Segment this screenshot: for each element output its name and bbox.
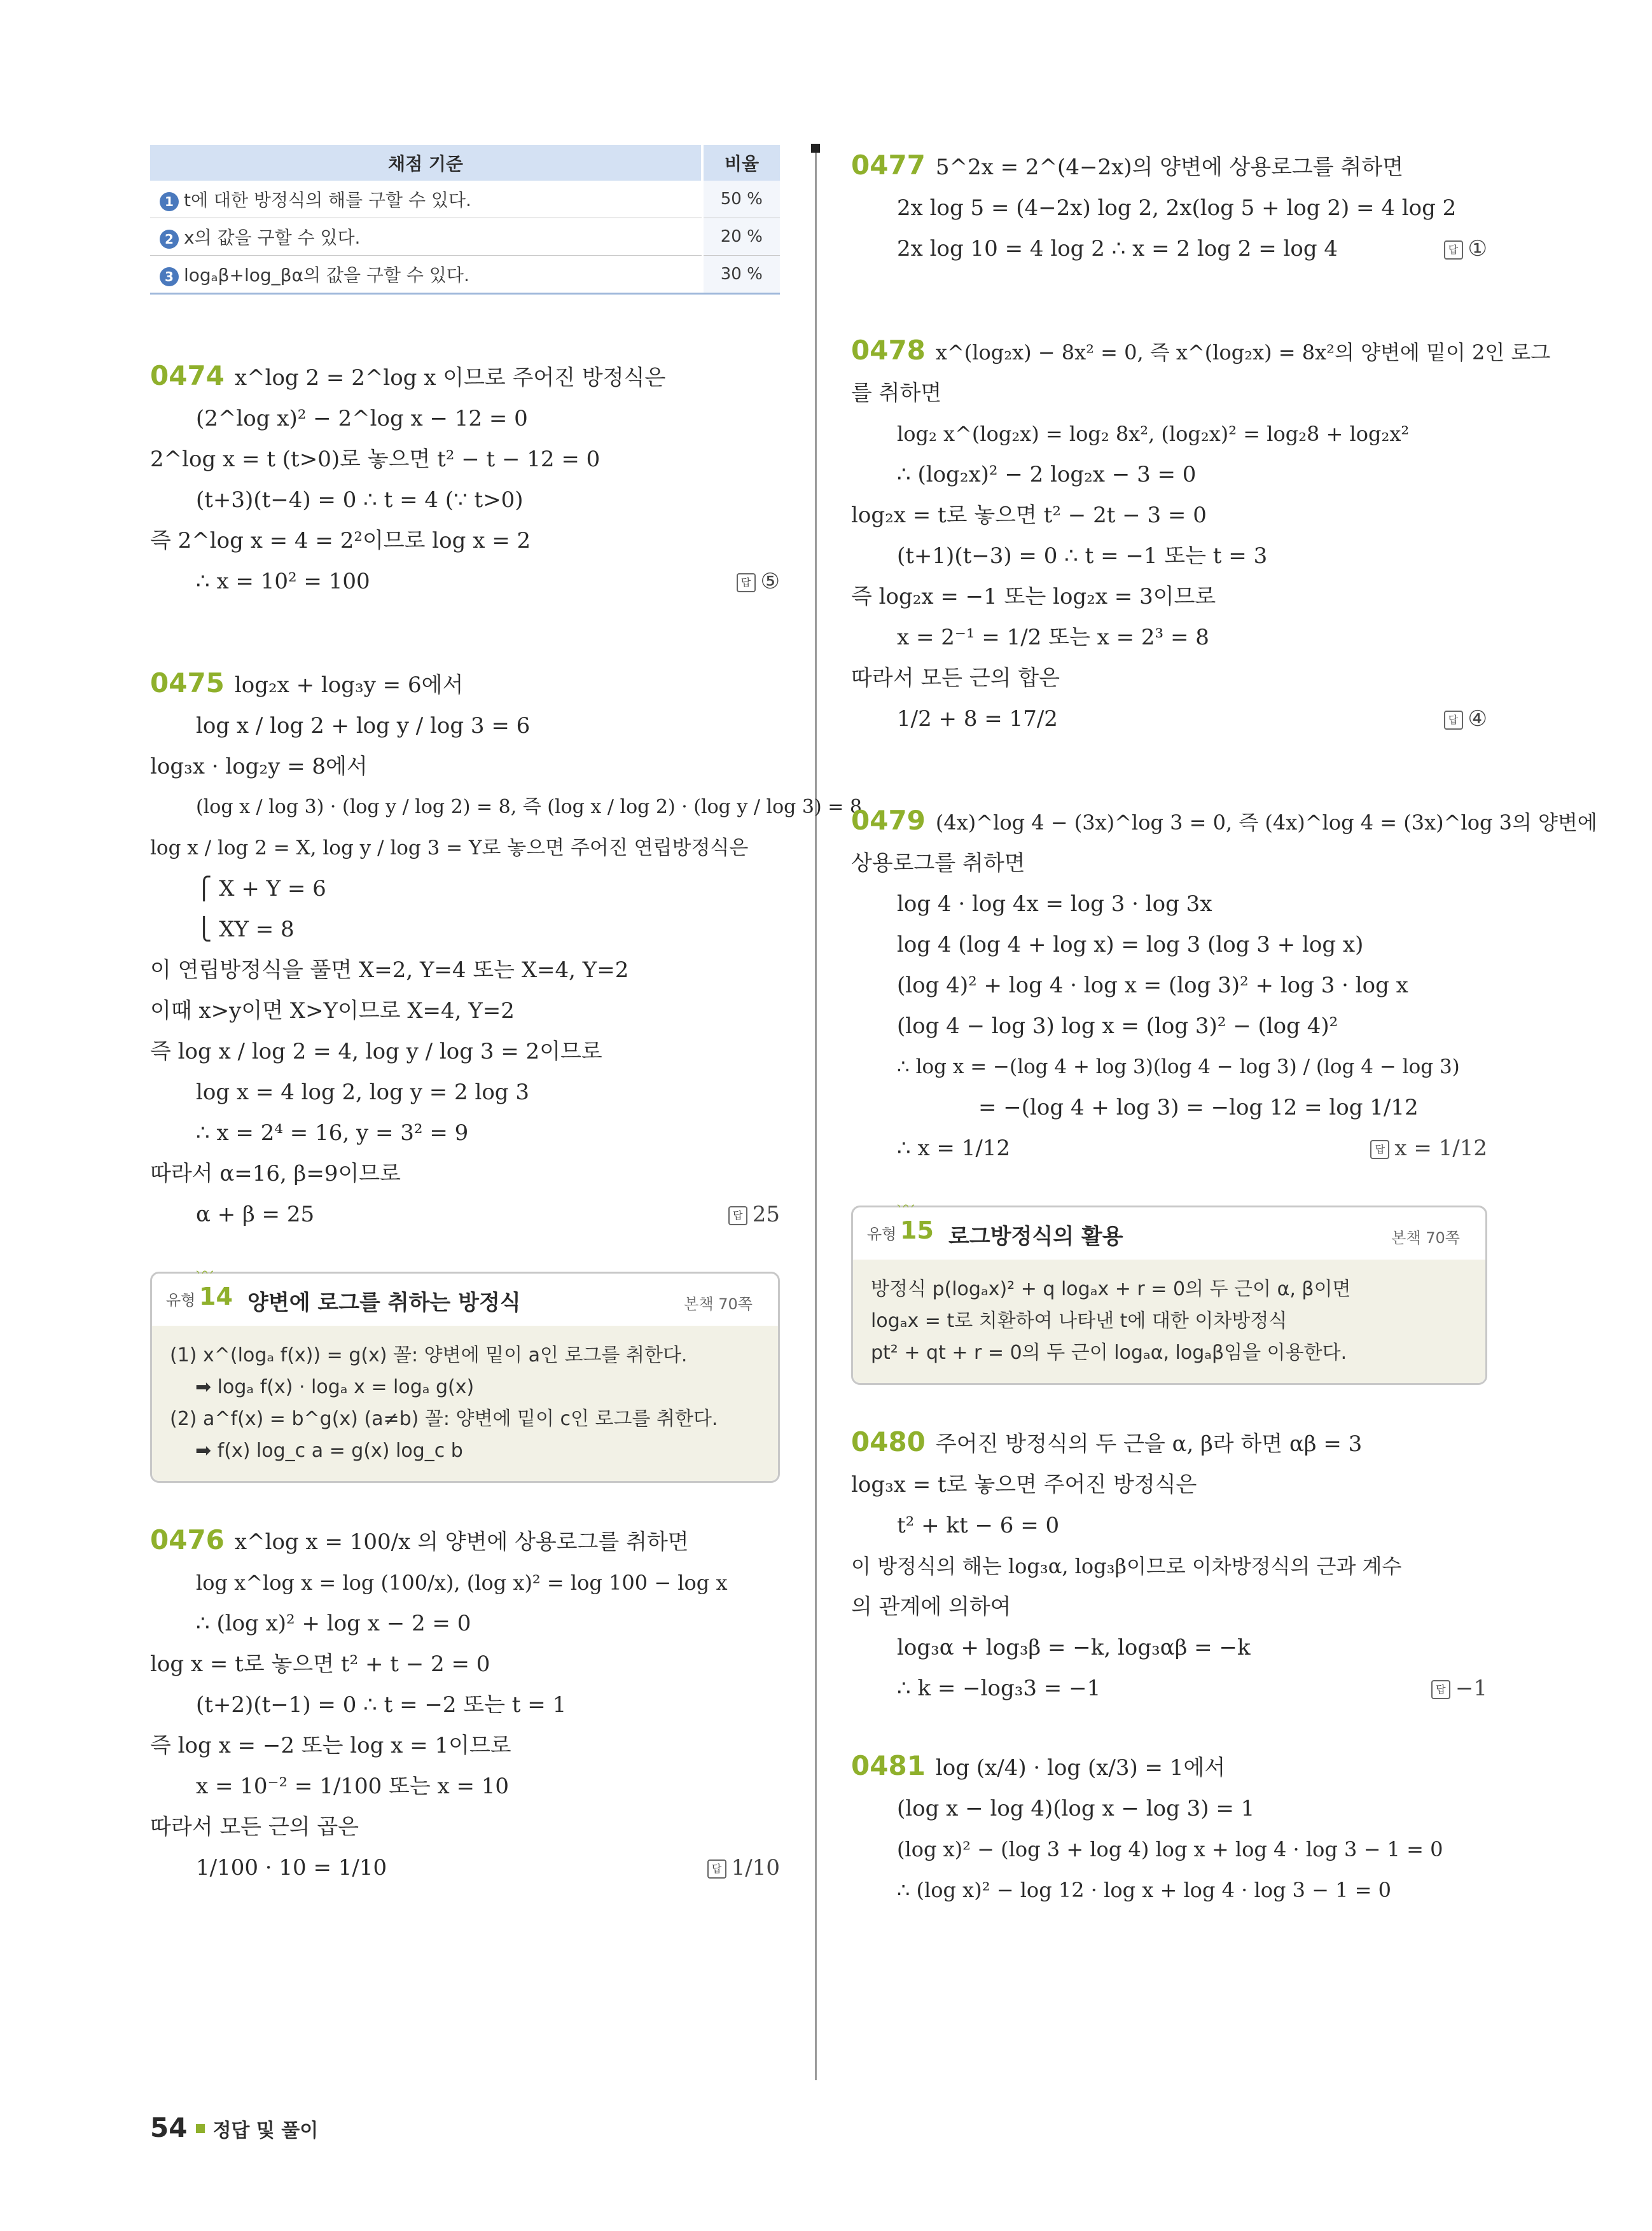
solution-line: (t+1)(t−3) = 0 ∴ t = −1 또는 t = 3	[897, 543, 1268, 569]
solution-line: 이 방정식의 해는 log₃α, log₃β이므로 이차방정식의 근과 계수	[851, 1554, 1402, 1578]
problem-number: 0479	[851, 805, 926, 836]
solution-line: log x = 4 log 2, log y = 2 log 3	[196, 1080, 530, 1105]
type-line: ➡ logₐ f(x) · logₐ x = logₐ g(x)	[195, 1376, 475, 1398]
type-15-header	[853, 1207, 1485, 1260]
solution-line: log₃α + log₃β = −k, log₃αβ = −k	[897, 1635, 1251, 1660]
solution-line: log x^log x = log (100/x), (log x)² = log 100 − log x	[196, 1571, 728, 1595]
solution-line: log₂x + log₃y = 6에서	[234, 672, 464, 698]
problem-0481	[851, 1746, 1487, 1910]
answer: 답 25	[728, 1194, 780, 1235]
solution-line: ⎩ XY = 8	[196, 917, 295, 942]
solution-line: 주어진 방정식의 두 근을 α, β라 하면 αβ = 3	[935, 1431, 1363, 1457]
solution-line: log x = t로 놓으면 t² + t − 2 = 0	[150, 1651, 490, 1677]
answer-icon: 답	[1370, 1140, 1389, 1159]
type-title: 로그방정식의 활용	[948, 1224, 1123, 1249]
solution-line: 이 연립방정식을 풀면 X=2, Y=4 또는 X=4, Y=2	[150, 957, 629, 983]
solution-line: log₃x = t로 놓으면 주어진 방정식은	[851, 1472, 1197, 1498]
solution-line: log₂ x^(log₂x) = log₂ 8x², (log₂x)² = log₂8 + log₂x²	[897, 422, 1410, 446]
grading-criterion: t에 대한 방정식의 해를 구할 수 있다.	[184, 190, 471, 211]
solution-line: 이때 x>y이면 X>Y이므로 X=4, Y=2	[150, 998, 515, 1024]
solution-line: x^log x = 100/x 의 양변에 상용로그를 취하면	[234, 1529, 689, 1555]
solution-line: log 4 · log 4x = log 3 · log 3x	[897, 891, 1212, 917]
circled-number: 2	[160, 230, 179, 249]
footer-label: 정답 및 풀이	[212, 2120, 319, 2142]
solution-line: ∴ (log₂x)² − 2 log₂x − 3 = 0	[897, 462, 1197, 487]
grading-rate: 50 %	[702, 181, 780, 218]
type-page-ref: 본책 70쪽	[684, 1295, 753, 1313]
answer-icon: 답	[1444, 711, 1463, 730]
solution-line: ∴ (log x)² + log x − 2 = 0	[196, 1611, 471, 1636]
type-label: 유형	[166, 1291, 196, 1309]
problem-number: 0481	[851, 1750, 926, 1781]
type-line: 방정식 p(logₐx)² + q logₐx + r = 0의 두 근이 α, β이면	[871, 1278, 1351, 1300]
grading-table	[150, 145, 780, 295]
answer: 답 1/10	[707, 1847, 780, 1888]
grading-criterion: x의 값을 구할 수 있다.	[184, 227, 361, 248]
table-row	[150, 218, 780, 256]
solution-line: (log x / log 3) · (log y / log 2) = 8, 즉 (log x / log 2) · (log y / log 3) = 8	[196, 796, 863, 818]
solution-line: 2x log 5 = (4−2x) log 2, 2x(log 5 + log 2) = 4 log 2	[897, 195, 1457, 221]
solution-line: (t+2)(t−1) = 0 ∴ t = −2 또는 t = 1	[196, 1692, 567, 1718]
problem-0476	[150, 1520, 780, 1888]
type-14-header	[152, 1274, 778, 1326]
solution-line: x = 2⁻¹ = 1/2 또는 x = 2³ = 8	[897, 625, 1209, 650]
type-number: 14	[199, 1282, 233, 1310]
type-line: (2) a^f(x) = b^g(x) (a≠b) 꼴: 양변에 밑이 c인 로그를 취한다.	[170, 1408, 718, 1430]
solution-line: log₃x · log₂y = 8에서	[150, 754, 368, 779]
solution-line: (log 4)² + log 4 · log x = (log 3)² + log 3 · log x	[897, 973, 1408, 998]
solution-line: t² + kt − 6 = 0	[897, 1513, 1060, 1538]
problem-0475	[150, 663, 863, 1235]
solution-line: ∴ k = −log₃3 = −1	[897, 1676, 1101, 1701]
square-bullet-icon	[196, 2124, 205, 2133]
solution-line: 따라서 모든 근의 곱은	[150, 1814, 359, 1840]
solution-line: log x / log 2 = X, log y / log 3 = Y로 놓으면 주어진 연립방정식은	[150, 837, 749, 859]
solution-line: 1/2 + 8 = 17/2	[897, 706, 1058, 732]
solution-line: ∴ log x = −(log 4 + log 3)(log 4 − log 3) / (log 4 − log 3)	[897, 1055, 1460, 1078]
solution-line: 즉 log₂x = −1 또는 log₂x = 3이므로	[851, 584, 1216, 609]
answer: 답 −1	[1431, 1668, 1487, 1709]
grading-rate: 20 %	[702, 218, 780, 256]
type-line: ➡ f(x) log_c a = g(x) log_c b	[195, 1440, 463, 1462]
answer: 답 ⑤	[737, 561, 780, 602]
type-15-body	[853, 1260, 1485, 1383]
solution-line: (log x)² − (log 3 + log 4) log x + log 4 · log 3 − 1 = 0	[897, 1837, 1443, 1861]
solution-line: 2^log x = t (t>0)로 놓으면 t² − t − 12 = 0	[150, 447, 600, 472]
right-column	[851, 145, 1597, 1910]
solution-line: 따라서 모든 근의 합은	[851, 665, 1060, 691]
solution-line: 2x log 10 = 4 log 2 ∴ x = 2 log 2 = log 4	[897, 236, 1338, 261]
solution-line: (log 4 − log 3) log x = (log 3)² − (log 4)²	[897, 1013, 1338, 1039]
type-15-box	[851, 1206, 1487, 1385]
solution-line: x = 10⁻² = 1/100 또는 x = 10	[196, 1774, 510, 1799]
solution-line: 를 취하면	[851, 380, 942, 406]
type-line: pt² + qt + r = 0의 두 근이 logₐα, logₐβ임을 이용한다.	[871, 1342, 1347, 1364]
type-14-box	[150, 1272, 780, 1483]
problem-number: 0478	[851, 335, 926, 366]
solution-line: log (x/4) · log (x/3) = 1에서	[935, 1755, 1226, 1781]
solution-line: 즉 2^log x = 4 = 2²이므로 log x = 2	[150, 528, 531, 553]
problem-number: 0475	[150, 667, 225, 698]
solution-line: ∴ x = 1/12	[897, 1136, 1011, 1161]
page-number: 54	[150, 2112, 188, 2143]
solution-line: ∴ x = 10² = 100	[196, 569, 370, 594]
grading-header-rate: 비율	[702, 145, 780, 181]
type-label: 유형	[867, 1225, 897, 1243]
solution-line: x^log 2 = 2^log x 이므로 주어진 방정식은	[234, 365, 666, 391]
solution-line: ∴ (log x)² − log 12 · log x + log 4 · log 3 − 1 = 0	[897, 1878, 1392, 1902]
solution-line: 상용로그를 취하면	[851, 851, 1025, 876]
problem-0478	[851, 330, 1551, 739]
grading-criterion: logₐβ+log_βα의 값을 구할 수 있다.	[184, 265, 469, 286]
solution-line: α + β = 25	[196, 1202, 315, 1227]
solution-line: 1/100 · 10 = 1/10	[196, 1855, 387, 1880]
table-row	[150, 256, 780, 294]
answer: 답 x = 1/12	[1370, 1128, 1487, 1169]
type-number: 15	[900, 1216, 934, 1244]
answer-icon: 답	[1431, 1680, 1450, 1699]
answer-icon: 답	[707, 1859, 726, 1879]
answer-icon: 답	[1444, 240, 1463, 260]
page-footer	[150, 2112, 318, 2143]
answer-icon: 답	[728, 1206, 747, 1225]
solution-line: (2^log x)² − 2^log x − 12 = 0	[196, 406, 528, 431]
type-line: (1) x^(logₐ f(x)) = g(x) 꼴: 양변에 밑이 a인 로그를 취한다.	[170, 1344, 688, 1366]
solution-line: 즉 log x / log 2 = 4, log y / log 3 = 2이므로	[150, 1039, 602, 1064]
solution-line: ∴ x = 2⁴ = 16, y = 3² = 9	[196, 1120, 469, 1146]
type-page-ref: 본책 70쪽	[1391, 1229, 1460, 1247]
solution-line: 따라서 α=16, β=9이므로	[150, 1161, 401, 1186]
type-14-body	[152, 1326, 778, 1481]
solution-line: 즉 log x = −2 또는 log x = 1이므로	[150, 1733, 511, 1758]
column-divider-marker	[811, 144, 820, 153]
answer: 답 ①	[1444, 228, 1487, 269]
solution-line: log₂x = t로 놓으면 t² − 2t − 3 = 0	[851, 503, 1207, 528]
answer: 답 ④	[1444, 698, 1487, 739]
problem-number: 0474	[150, 360, 225, 391]
solution-line: x^(log₂x) − 8x² = 0, 즉 x^(log₂x) = 8x²의 양변에 밑이 2인 로그	[935, 340, 1551, 365]
type-line: logₐx = t로 치환하여 나타낸 t에 대한 이차방정식	[871, 1310, 1288, 1332]
column-divider	[815, 146, 817, 2080]
solution-line: ⎧ X + Y = 6	[196, 876, 326, 901]
problem-number: 0477	[851, 149, 926, 181]
circled-number: 3	[160, 267, 179, 286]
problem-number: 0480	[851, 1426, 926, 1457]
answer-icon: 답	[737, 573, 756, 592]
solution-line: 5^2x = 2^(4−2x)의 양변에 상용로그를 취하면	[935, 155, 1404, 180]
solution-line: log 4 (log 4 + log x) = log 3 (log 3 + log x)	[897, 932, 1364, 957]
left-column	[150, 145, 863, 1888]
grading-rate: 30 %	[702, 256, 780, 294]
solution-line: 의 관계에 의하여	[851, 1594, 1011, 1620]
type-title: 양변에 로그를 취하는 방정식	[247, 1290, 521, 1316]
circled-number: 1	[160, 192, 179, 211]
problem-number: 0476	[150, 1524, 225, 1555]
solution-line: = −(log 4 + log 3) = −log 12 = log 1/12	[978, 1095, 1419, 1120]
table-row	[150, 181, 780, 218]
solution-line: (4x)^log 4 − (3x)^log 3 = 0, 즉 (4x)^log 4 = (3x)^log 3의 양변에	[935, 810, 1597, 835]
grading-header-criteria: 채점 기준	[150, 145, 702, 181]
solution-line: (t+3)(t−4) = 0 ∴ t = 4 (∵ t>0)	[196, 487, 524, 513]
solution-line: (log x − log 4)(log x − log 3) = 1	[897, 1796, 1255, 1821]
problem-0480	[851, 1422, 1487, 1709]
solution-line: log x / log 2 + log y / log 3 = 6	[196, 713, 531, 739]
problem-0477	[851, 145, 1487, 269]
problem-0474	[150, 356, 780, 602]
problem-0479	[851, 800, 1597, 1169]
